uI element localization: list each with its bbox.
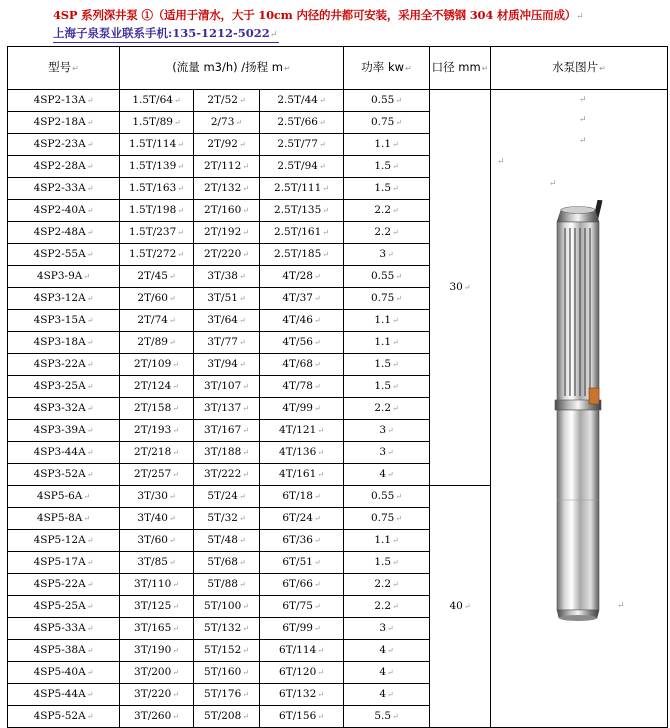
power-cell: 4↵ xyxy=(344,662,430,684)
flow-head-cell: 3T/125↵ xyxy=(120,596,194,618)
model-cell: 4SP5-22A↵ xyxy=(8,574,120,596)
flow-head-cell: 5T/152↵ xyxy=(194,640,260,662)
flow-head-cell: 2.5T/66↵ xyxy=(260,112,344,134)
flow-head-cell: 2T/52↵ xyxy=(194,90,260,112)
paragraph-mark: ↵ xyxy=(579,136,587,146)
flow-head-cell: 2T/158↵ xyxy=(120,398,194,420)
paragraph-mark: ↵ xyxy=(549,179,557,189)
model-cell: 4SP5-6A↵ xyxy=(8,486,120,508)
flow-head-cell: 2T/218↵ xyxy=(120,442,194,464)
model-cell: 4SP3-18A↵ xyxy=(8,332,120,354)
flow-head-cell: 2T/257↵ xyxy=(120,464,194,486)
model-cell: 4SP5-33A↵ xyxy=(8,618,120,640)
flow-head-cell: 3T/60↵ xyxy=(120,530,194,552)
flow-head-cell: 4T/121↵ xyxy=(260,420,344,442)
power-cell: 0.75↵ xyxy=(344,112,430,134)
power-cell: 4↵ xyxy=(344,464,430,486)
header-model: 型号↵ xyxy=(8,47,120,90)
power-cell: 1.5↵ xyxy=(344,156,430,178)
model-cell: 4SP2-33A↵ xyxy=(8,178,120,200)
flow-head-cell: 3T/220↵ xyxy=(120,684,194,706)
flow-head-cell: 4T/161↵ xyxy=(260,464,344,486)
power-cell: 4↵ xyxy=(344,684,430,706)
flow-head-cell: 4T/99↵ xyxy=(260,398,344,420)
flow-head-cell: 3T/64↵ xyxy=(194,310,260,332)
header-power: 功率 kw↵ xyxy=(344,47,430,90)
flow-head-cell: 2.5T/185↵ xyxy=(260,244,344,266)
model-cell: 4SP5-38A↵ xyxy=(8,640,120,662)
flow-head-cell: 2T/124↵ xyxy=(120,376,194,398)
model-cell: 4SP3-52A↵ xyxy=(8,464,120,486)
power-cell: 5.5↵ xyxy=(344,706,430,728)
flow-head-cell: 3T/40↵ xyxy=(120,508,194,530)
model-cell: 4SP3-39A↵ xyxy=(8,420,120,442)
flow-head-cell: 6T/99↵ xyxy=(260,618,344,640)
flow-head-cell: 2T/45↵ xyxy=(120,266,194,288)
power-cell: 2.2↵ xyxy=(344,574,430,596)
flow-head-cell: 2T/74↵ xyxy=(120,310,194,332)
flow-head-cell: 6T/156↵ xyxy=(260,706,344,728)
flow-head-cell: 4T/78↵ xyxy=(260,376,344,398)
flow-head-cell: 2T/112↵ xyxy=(194,156,260,178)
flow-head-cell: 3T/30↵ xyxy=(120,486,194,508)
model-cell: 4SP3-15A↵ xyxy=(8,310,120,332)
model-cell: 4SP2-48A↵ xyxy=(8,222,120,244)
paragraph-mark: ↵ xyxy=(617,601,625,611)
model-cell: 4SP2-13A↵ xyxy=(8,90,120,112)
flow-head-cell: 3T/85↵ xyxy=(120,552,194,574)
flow-head-cell: 2T/193↵ xyxy=(120,420,194,442)
flow-head-cell: 2T/192↵ xyxy=(194,222,260,244)
power-cell: 0.75↵ xyxy=(344,508,430,530)
flow-head-cell: 2.5T/44↵ xyxy=(260,90,344,112)
table-header-row xyxy=(8,47,668,90)
flow-head-cell: 5T/68↵ xyxy=(194,552,260,574)
flow-head-cell: 3T/165↵ xyxy=(120,618,194,640)
flow-head-cell: 3T/51↵ xyxy=(194,288,260,310)
flow-head-cell: 6T/36↵ xyxy=(260,530,344,552)
flow-head-cell: 5T/160↵ xyxy=(194,662,260,684)
flow-head-cell: 6T/132↵ xyxy=(260,684,344,706)
power-cell: 1.1↵ xyxy=(344,310,430,332)
power-cell: 1.5↵ xyxy=(344,354,430,376)
power-cell: 2.2↵ xyxy=(344,398,430,420)
flow-head-cell: 2T/160↵ xyxy=(194,200,260,222)
flow-head-cell: 5T/88↵ xyxy=(194,574,260,596)
model-cell: 4SP5-8A↵ xyxy=(8,508,120,530)
model-cell: 4SP2-23A↵ xyxy=(8,134,120,156)
model-cell: 4SP5-17A↵ xyxy=(8,552,120,574)
power-cell: 4↵ xyxy=(344,640,430,662)
flow-head-cell: 1.5T/237↵ xyxy=(120,222,194,244)
flow-head-cell: 6T/114↵ xyxy=(260,640,344,662)
flow-head-cell: 3T/222↵ xyxy=(194,464,260,486)
flow-head-cell: 2T/132↵ xyxy=(194,178,260,200)
power-cell: 1.5↵ xyxy=(344,376,430,398)
flow-head-cell: 2T/60↵ xyxy=(120,288,194,310)
model-cell: 4SP3-9A↵ xyxy=(8,266,120,288)
flow-head-cell: 6T/51↵ xyxy=(260,552,344,574)
power-cell: 1.5↵ xyxy=(344,552,430,574)
model-cell: 4SP3-12A↵ xyxy=(8,288,120,310)
flow-head-cell: 2.5T/77↵ xyxy=(260,134,344,156)
model-cell: 4SP3-25A↵ xyxy=(8,376,120,398)
flow-head-cell: 2T/220↵ xyxy=(194,244,260,266)
model-cell: 4SP2-28A↵ xyxy=(8,156,120,178)
flow-head-cell: 3T/260↵ xyxy=(120,706,194,728)
power-cell: 1.1↵ xyxy=(344,332,430,354)
flow-head-cell: 2T/109↵ xyxy=(120,354,194,376)
flow-head-cell: 4T/68↵ xyxy=(260,354,344,376)
flow-head-cell: 1.5T/139↵ xyxy=(120,156,194,178)
flow-head-cell: 1.5T/114↵ xyxy=(120,134,194,156)
power-cell: 1.1↵ xyxy=(344,530,430,552)
flow-head-cell: 3T/77↵ xyxy=(194,332,260,354)
flow-head-cell: 1.5T/272↵ xyxy=(120,244,194,266)
flow-head-cell: 3T/137↵ xyxy=(194,398,260,420)
flow-head-cell: 5T/208↵ xyxy=(194,706,260,728)
flow-head-cell: 5T/176↵ xyxy=(194,684,260,706)
flow-head-cell: 3T/200↵ xyxy=(120,662,194,684)
flow-head-cell: 3T/110↵ xyxy=(120,574,194,596)
contact-line: 上海子泉泵业联系手机:135-1212-5022↵ xyxy=(53,25,277,41)
model-cell: 4SP3-22A↵ xyxy=(8,354,120,376)
flow-head-cell: 3T/94↵ xyxy=(194,354,260,376)
model-cell: 4SP5-12A↵ xyxy=(8,530,120,552)
flow-head-cell: 2.5T/94↵ xyxy=(260,156,344,178)
flow-head-cell: 6T/66↵ xyxy=(260,574,344,596)
paragraph-mark: ↵ xyxy=(579,115,587,125)
flow-head-cell: 6T/120↵ xyxy=(260,662,344,684)
flow-head-cell: 3T/107↵ xyxy=(194,376,260,398)
flow-head-cell: 1.5T/198↵ xyxy=(120,200,194,222)
flow-head-cell: 5T/100↵ xyxy=(194,596,260,618)
model-cell: 4SP2-55A↵ xyxy=(8,244,120,266)
flow-head-cell: 2.5T/161↵ xyxy=(260,222,344,244)
model-cell: 4SP5-25A↵ xyxy=(8,596,120,618)
power-cell: 1.1↵ xyxy=(344,134,430,156)
model-cell: 4SP2-40A↵ xyxy=(8,200,120,222)
model-cell: 4SP3-44A↵ xyxy=(8,442,120,464)
flow-head-cell: 5T/48↵ xyxy=(194,530,260,552)
paragraph-mark: ↵ xyxy=(579,95,587,105)
power-cell: 1.5↵ xyxy=(344,178,430,200)
flow-head-cell: 4T/37↵ xyxy=(260,288,344,310)
flow-head-cell: 2.5T/135↵ xyxy=(260,200,344,222)
flow-head-cell: 4T/46↵ xyxy=(260,310,344,332)
paragraph-mark: ↵ xyxy=(497,157,505,167)
power-cell: 0.75↵ xyxy=(344,288,430,310)
flow-head-cell: 6T/75↵ xyxy=(260,596,344,618)
model-cell: 4SP2-18A↵ xyxy=(8,112,120,134)
power-cell: 3↵ xyxy=(344,442,430,464)
flow-head-cell: 1.5T/64↵ xyxy=(120,90,194,112)
flow-head-cell: 1.5T/163↵ xyxy=(120,178,194,200)
flow-head-cell: 3T/190↵ xyxy=(120,640,194,662)
pump-picture-area xyxy=(491,90,668,709)
flow-head-cell: 4T/28↵ xyxy=(260,266,344,288)
header-picture: 水泵图片↵ xyxy=(491,47,668,90)
model-cell: 4SP5-40A↵ xyxy=(8,662,120,684)
flow-head-cell: 2T/92↵ xyxy=(194,134,260,156)
flow-head-cell: 3T/38↵ xyxy=(194,266,260,288)
header-caliber: 口径 mm↵ xyxy=(430,47,491,90)
header-flow-head: (流量 m3/h) /扬程 m↵ xyxy=(120,47,344,90)
deep-well-pump-image xyxy=(543,200,619,624)
power-cell: 2.2↵ xyxy=(344,222,430,244)
power-cell: 3↵ xyxy=(344,618,430,640)
power-cell: 0.55↵ xyxy=(344,266,430,288)
flow-head-cell: 2/73↵ xyxy=(194,112,260,134)
power-cell: 3↵ xyxy=(344,244,430,266)
flow-head-cell: 6T/24↵ xyxy=(260,508,344,530)
flow-head-cell: 2.5T/111↵ xyxy=(260,178,344,200)
caliber-cell: 40↵ xyxy=(430,486,491,728)
model-cell: 4SP3-32A↵ xyxy=(8,398,120,420)
power-cell: 0.55↵ xyxy=(344,90,430,112)
flow-head-cell: 4T/56↵ xyxy=(260,332,344,354)
flow-head-cell: 3T/188↵ xyxy=(194,442,260,464)
power-cell: 2.2↵ xyxy=(344,596,430,618)
model-cell: 4SP5-52A↵ xyxy=(8,706,120,728)
picture-cell xyxy=(491,90,668,728)
caliber-cell: 30↵ xyxy=(430,90,491,486)
flow-head-cell: 2T/89↵ xyxy=(120,332,194,354)
power-cell: 2.2↵ xyxy=(344,200,430,222)
flow-head-cell: 3T/167↵ xyxy=(194,420,260,442)
model-cell: 4SP5-44A↵ xyxy=(8,684,120,706)
flow-head-cell: 5T/132↵ xyxy=(194,618,260,640)
flow-head-cell: 1.5T/89↵ xyxy=(120,112,194,134)
power-cell: 3↵ xyxy=(344,420,430,442)
flow-head-cell: 6T/18↵ xyxy=(260,486,344,508)
power-cell: 0.55↵ xyxy=(344,486,430,508)
flow-head-cell: 5T/32↵ xyxy=(194,508,260,530)
table-row xyxy=(8,90,668,112)
document-title: 4SP 系列深井泵 ①（适用于清水，大于 10cm 内径的井都可安装，采用全不锈钢 304 材质冲压而成）↵ xyxy=(53,8,584,22)
pump-spec-table xyxy=(7,46,668,728)
flow-head-cell: 5T/24↵ xyxy=(194,486,260,508)
flow-head-cell: 4T/136↵ xyxy=(260,442,344,464)
